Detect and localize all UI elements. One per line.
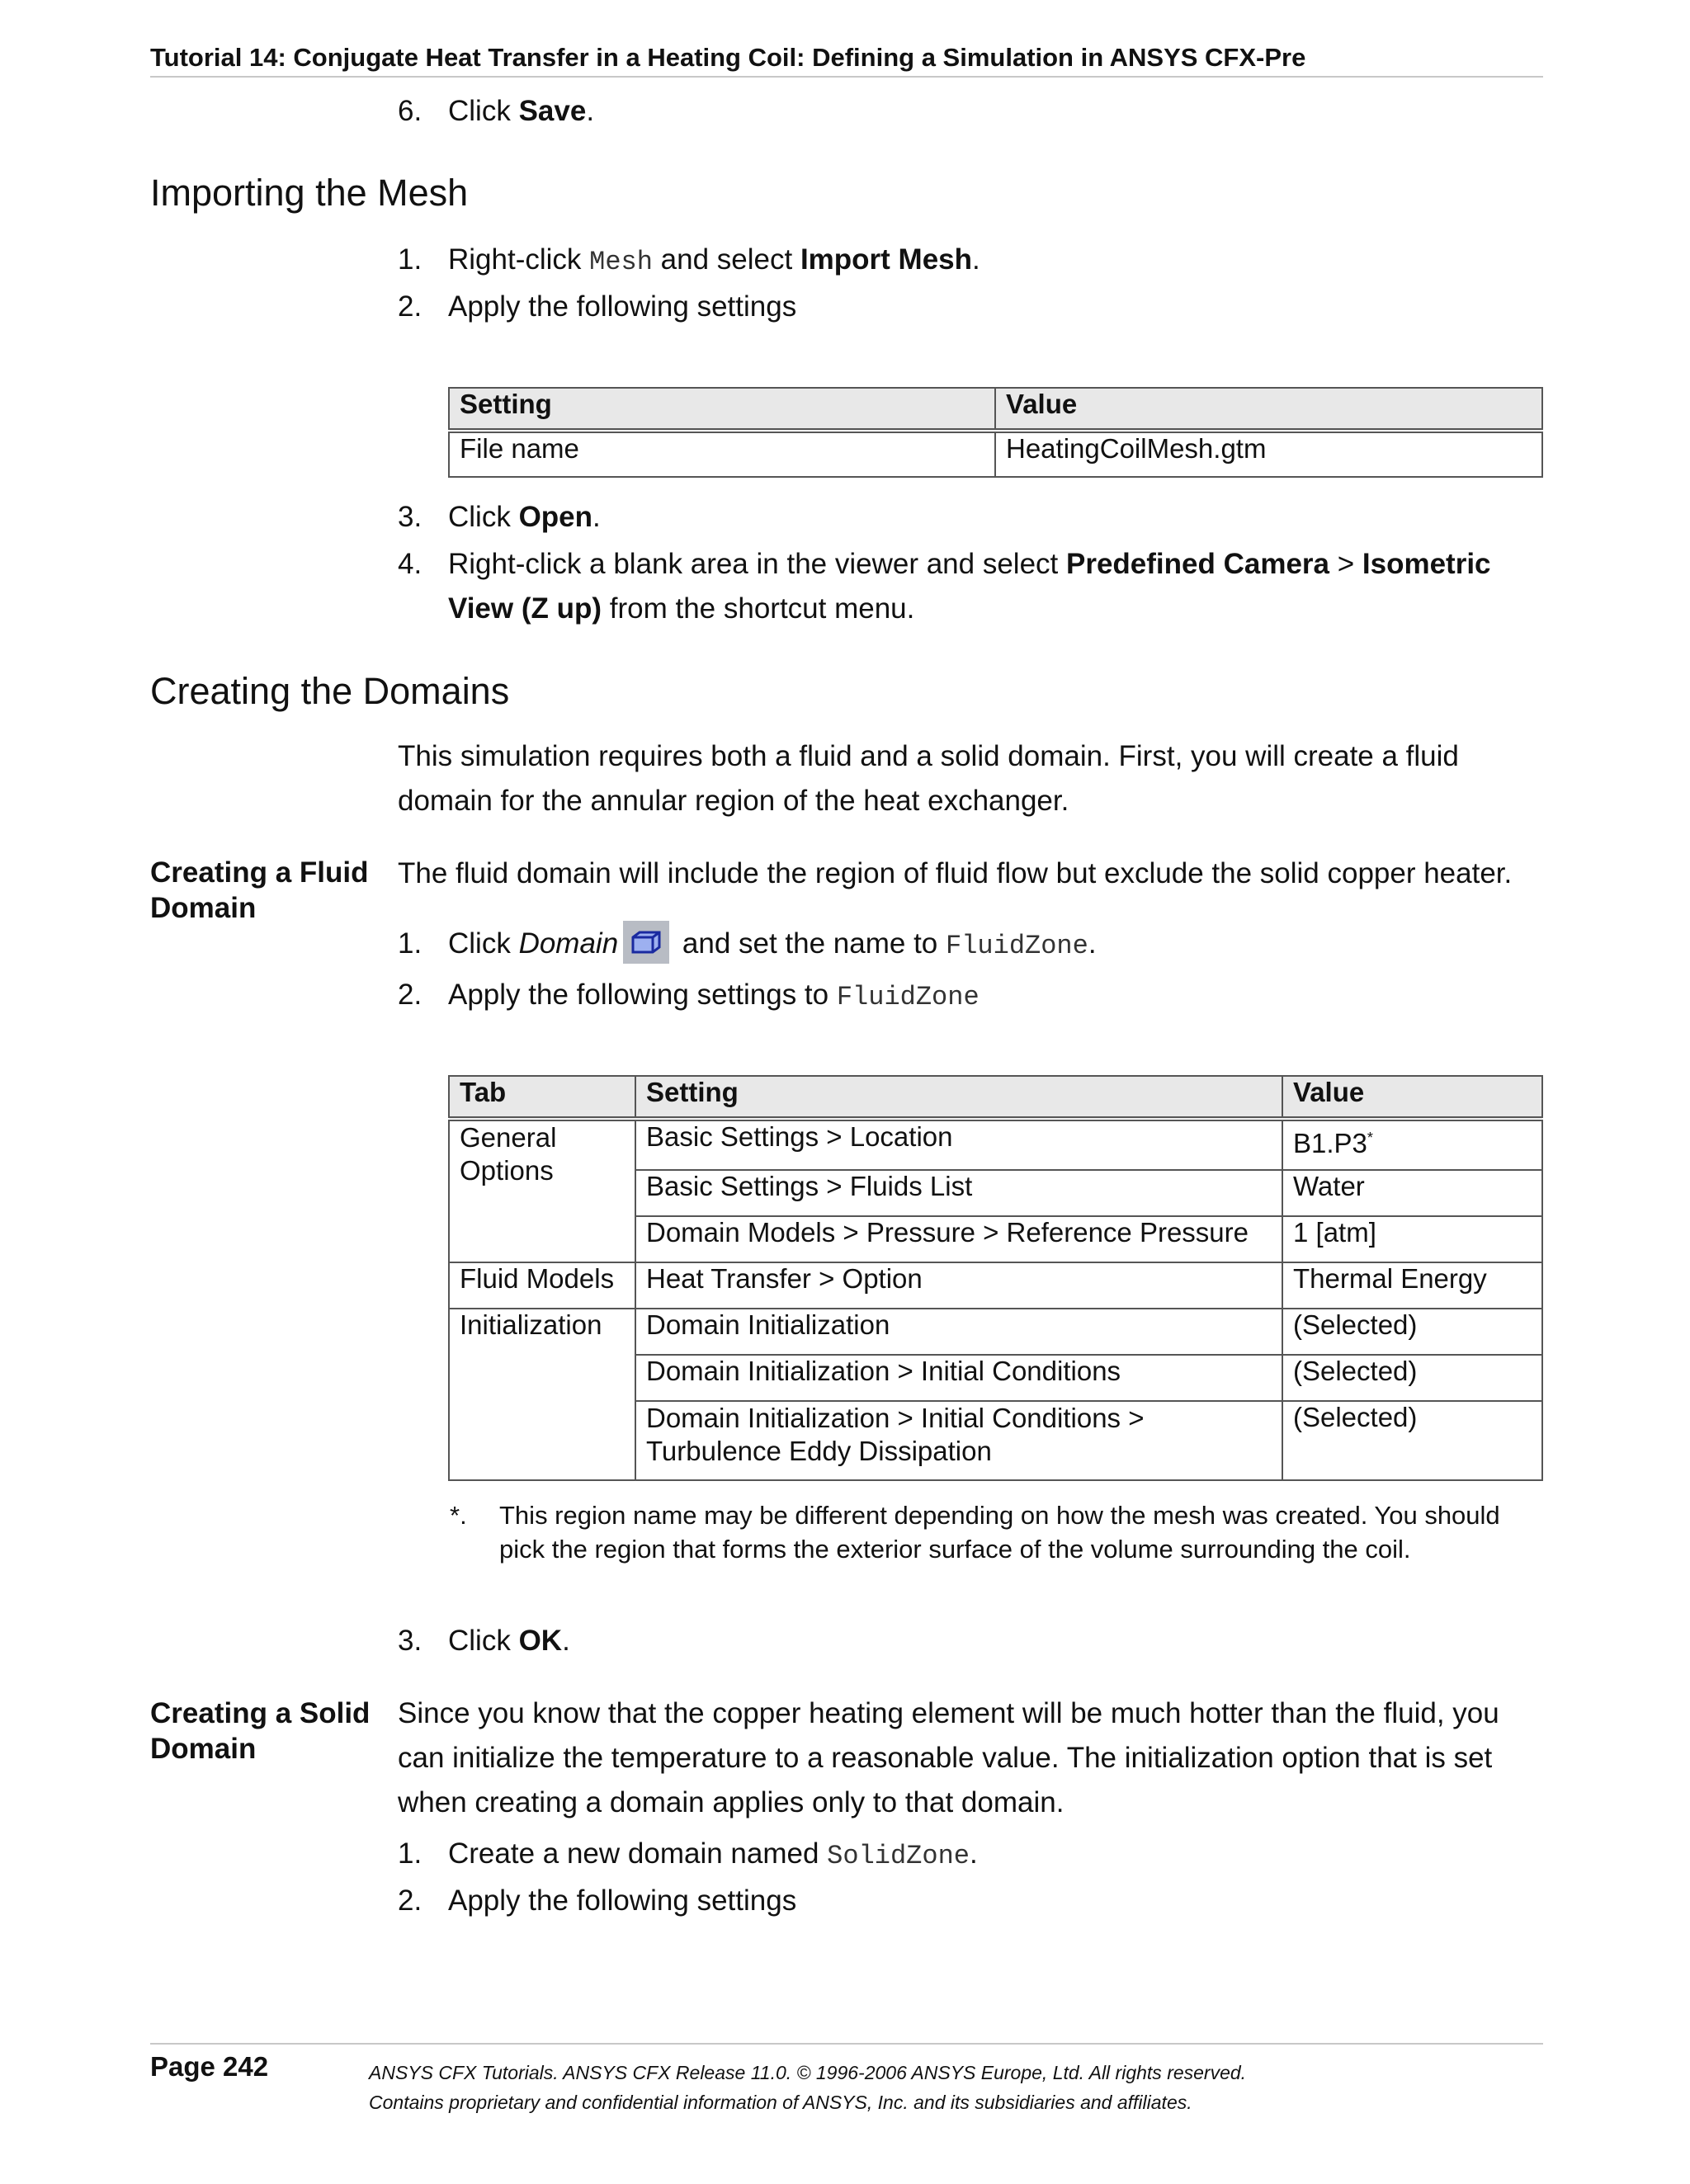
table-row: Initialization Domain Initialization (Selected) [449, 1309, 1542, 1355]
step-number: 6. [398, 95, 422, 127]
domain-icon [623, 921, 669, 964]
copyright-notice: ANSYS CFX Tutorials. ANSYS CFX Release 11.0. © 1996-2006 ANSYS Europe, Ltd. All rights reserved. Contains proprietary and confidential information of ANSYS, Inc. and its subsidiaries and affiliates. [369, 2062, 1247, 2113]
table-footnote: *. This region name may be different depending on how the mesh was created. You should pick the region that forms the exterior surface of the volume surrounding the coil. [450, 1501, 1500, 1564]
fluid-settings-table [448, 1075, 1543, 1481]
ui-label: Save [518, 95, 587, 127]
code-mesh: Mesh [589, 247, 653, 277]
table-header: Tab [449, 1076, 635, 1119]
table-row: General Options Basic Settings > Location B1.P3* [449, 1119, 1542, 1170]
table-header: Setting [449, 388, 995, 431]
page-number: Page 242 [150, 2051, 269, 2082]
code-fluidzone: FluidZone [946, 931, 1088, 961]
table-header: Setting [635, 1076, 1282, 1119]
import-mesh-table [448, 387, 1543, 478]
table-row: Basic Settings > Fluids List Water [449, 1170, 1542, 1216]
table-header: Value [995, 388, 1542, 431]
running-header: Tutorial 14: Conjugate Heat Transfer in a Heating Coil: Defining a Simulation in ANSYS CFX-Pre [150, 43, 1306, 72]
side-heading-fluid: Creating a Fluid Domain [150, 856, 369, 924]
table-row: Domain Initialization > Initial Conditions > Turbulence Eddy Dissipation (Selected) [449, 1401, 1542, 1480]
fluid-intro: The fluid domain will include the region of fluid flow but exclude the solid copper heater. [398, 857, 1513, 889]
table-row: File name HeatingCoilMesh.gtm [449, 431, 1542, 477]
side-heading-solid: Creating a Solid Domain [150, 1697, 371, 1765]
footnote-mark: * [1367, 1130, 1373, 1146]
table-row: Domain Initialization > Initial Conditions (Selected) [449, 1355, 1542, 1401]
code-solidzone: SolidZone [827, 1841, 970, 1871]
table-header: Value [1282, 1076, 1542, 1119]
domains-intro: This simulation requires both a fluid and a solid domain. First, you will create a fluid domain for the annular region of the heat exchanger. [398, 740, 1459, 817]
header-rule [150, 76, 1543, 78]
footer-rule [150, 2043, 1543, 2045]
section-heading-import-mesh: Importing the Mesh [150, 172, 469, 214]
table-row: Domain Models > Pressure > Reference Pressure 1 [atm] [449, 1216, 1542, 1262]
solid-intro: Since you know that the copper heating element will be much hotter than the fluid, you can initialize the temperature to a reasonable value. The initialization option that is set when creating a domain applies only to that domain. [398, 1697, 1499, 1818]
section-heading-domains: Creating the Domains [150, 670, 510, 712]
table-row: Fluid Models Heat Transfer > Option Thermal Energy [449, 1262, 1542, 1309]
